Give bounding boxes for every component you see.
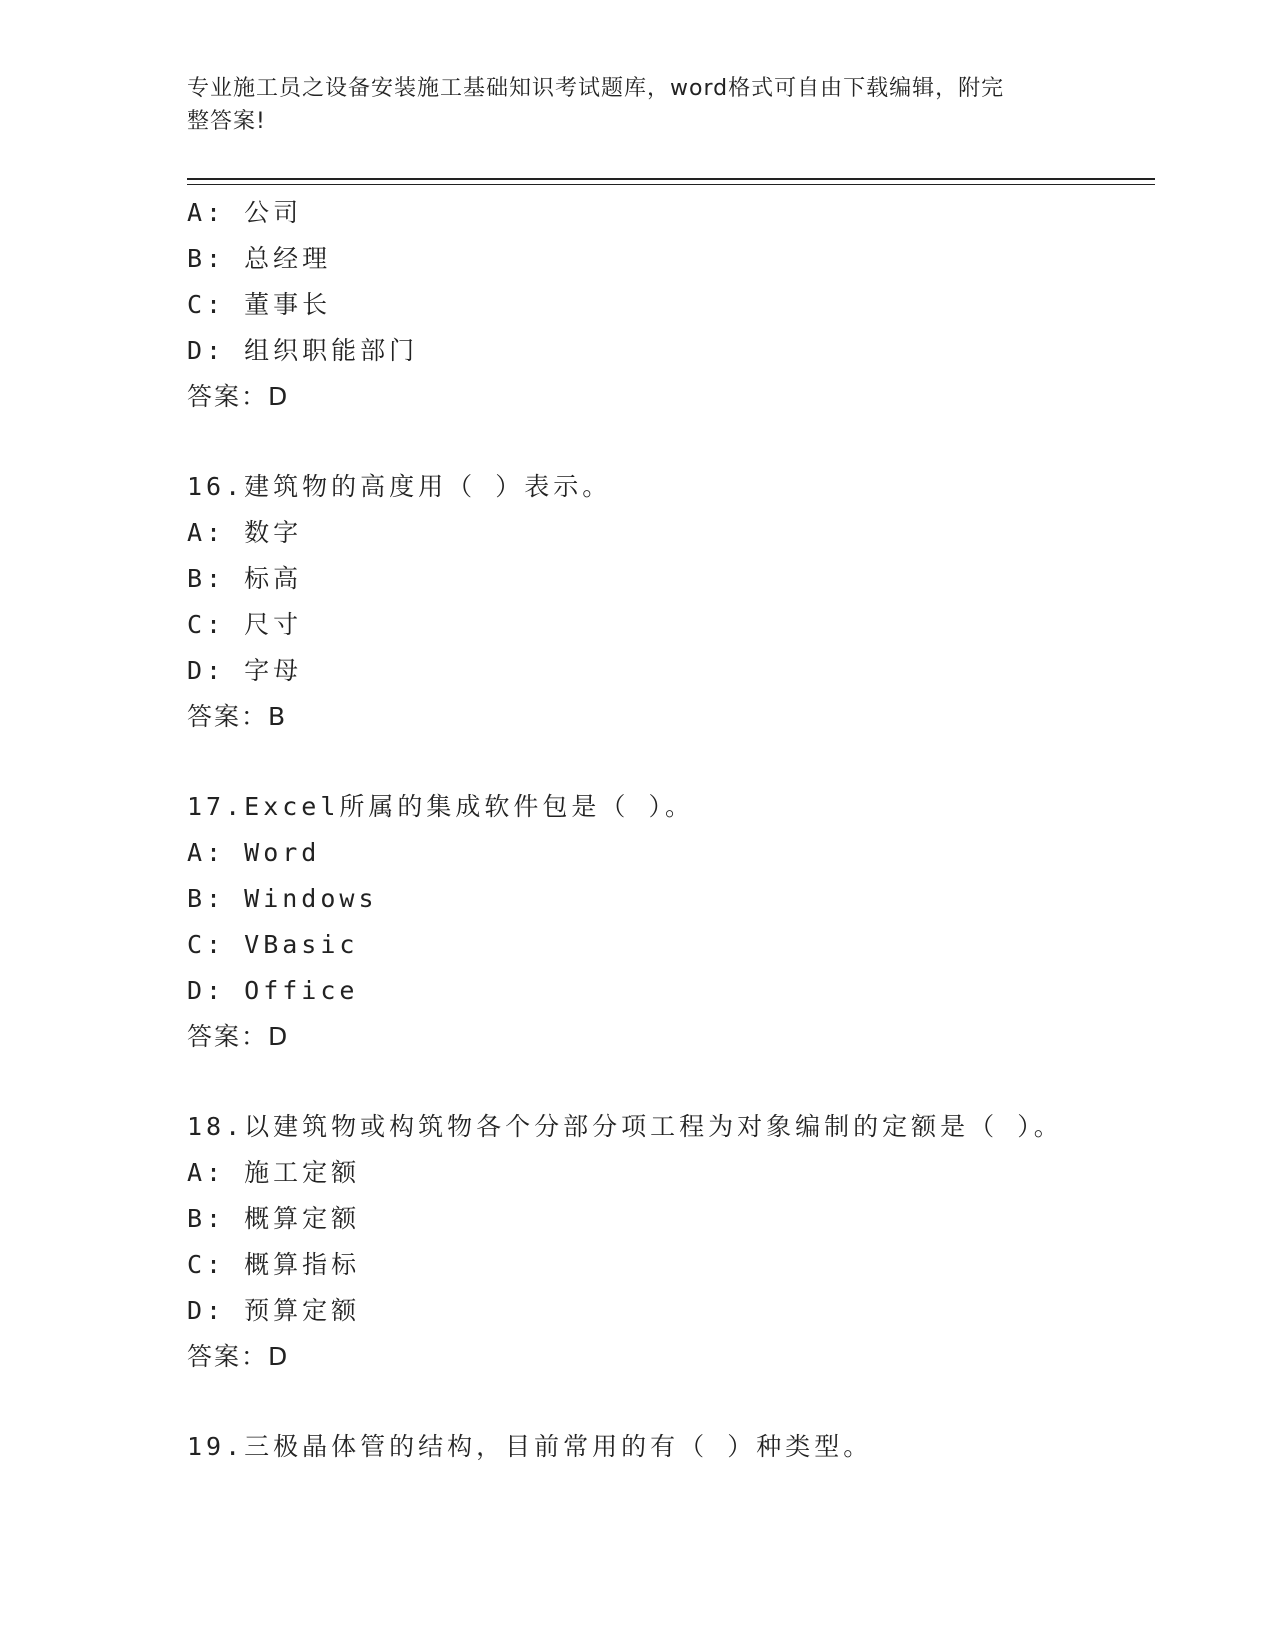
question-text: 17.Excel所属的集成软件包是（ ）。 [187, 792, 694, 821]
answer-line: 答案：D [187, 1342, 290, 1371]
option-d: D: 组织职能部门 [187, 336, 419, 365]
option-c: C: 董事长 [187, 290, 332, 319]
question-text: 19.三极晶体管的结构，目前常用的有（ ）种类型。 [187, 1432, 873, 1461]
option-b: B: 概算定额 [187, 1204, 361, 1233]
option-c: C: 概算指标 [187, 1250, 361, 1279]
option-d: D: 字母 [187, 656, 303, 685]
option-a: A: Word [187, 838, 321, 867]
header-divider-thin [187, 184, 1155, 185]
option-d: D: 预算定额 [187, 1296, 361, 1325]
option-d: D: Office [187, 976, 359, 1005]
option-b: B: 总经理 [187, 244, 332, 273]
option-c: C: 尺寸 [187, 610, 303, 639]
option-c: C: VBasic [187, 930, 359, 959]
question-18-block [187, 1104, 1155, 1380]
option-a: A: 数字 [187, 518, 303, 547]
question-list [187, 190, 1155, 1470]
question-15-block [187, 190, 1155, 420]
answer-line: 答案：B [187, 702, 288, 731]
header-line-1: 专业施工员之设备安装施工基础知识考试题库，word格式可自由下载编辑，附完 [187, 76, 1005, 101]
question-19-block [187, 1424, 1155, 1470]
question-text: 16.建筑物的高度用（ ）表示。 [187, 472, 612, 501]
question-16-block [187, 464, 1155, 740]
answer-line: 答案：D [187, 382, 290, 411]
answer-line: 答案：D [187, 1022, 290, 1051]
option-a: A: 公司 [187, 198, 303, 227]
header-divider-thick [187, 178, 1155, 180]
option-a: A: 施工定额 [187, 1158, 361, 1187]
option-b: B: Windows [187, 884, 378, 913]
document-header [187, 72, 1067, 138]
header-line-2: 整答案! [187, 109, 266, 134]
question-17-block [187, 784, 1155, 1060]
question-text: 18.以建筑物或构筑物各个分部分项工程为对象编制的定额是（ ）。 [187, 1112, 1063, 1141]
option-b: B: 标高 [187, 564, 303, 593]
